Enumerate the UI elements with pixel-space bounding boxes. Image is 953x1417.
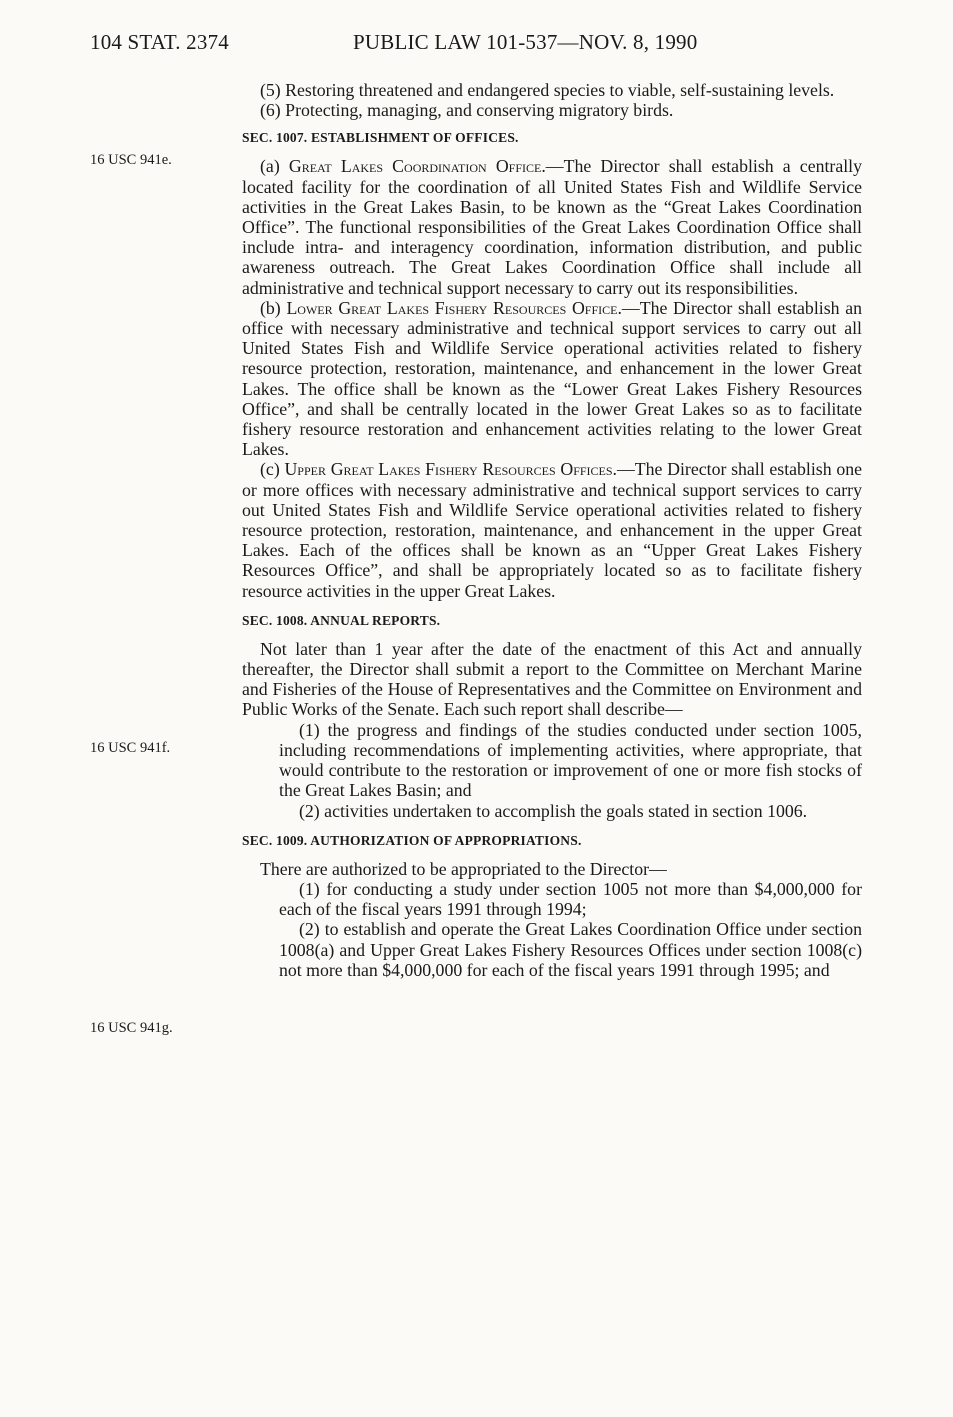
sec1008-item-2: (2) activities undertaken to accomplish the goals stated in section 1006. — [299, 800, 808, 821]
section-1009-heading: SEC. 1009. AUTHORIZATION OF APPROPRIATIONS. — [242, 832, 582, 848]
body-column — [242, 80, 862, 980]
margin-note-sec1008: 16 USC 941f. — [90, 740, 171, 756]
subsection-text: —The Director shall establish one or more offices with necessary administrative and technical support services to carry out United States Fish and Wildlife Service operational activities related to fishery resource protection, restoration, maintenance, and enhancement in the upper Great Lakes. Each of the offices shall be known as an “Upper Great Lakes Fishery Resources Office”, and shall be appropriately located so as to facilitate fishery resource activities in the upper Great Lakes. — [242, 459, 862, 601]
section-1007-heading: SEC. 1007. ESTABLISHMENT OF OFFICES. — [242, 130, 519, 146]
subsection-title: Great Lakes Coordination Office. — [288, 156, 546, 177]
subsection-marker: (a) — [260, 156, 289, 177]
subsection-title: Upper Great Lakes Fishery Resources Offices. — [284, 459, 617, 480]
sec1007-subsection-c — [242, 459, 862, 600]
sec1007-subsection-a — [242, 156, 862, 297]
intro-item-6: (6) Protecting, managing, and conserving migratory birds. — [260, 100, 674, 121]
statute-page-number: 104 STAT. 2374 — [90, 30, 229, 54]
sec1007-subsection-b — [242, 298, 862, 460]
running-header — [0, 30, 953, 62]
margin-note-sec1007: 16 USC 941e. — [90, 152, 172, 168]
section-1008-heading: SEC. 1008. ANNUAL REPORTS. — [242, 612, 441, 628]
public-law-title: PUBLIC LAW 101-537—NOV. 8, 1990 — [353, 30, 698, 54]
sec1008-item-1: (1) the progress and findings of the studies conducted under section 1005, including recommendations of implementing activities, where appropriate, that would contribute to the restoration or improvement of one or more fish stocks of the Great Lakes Basin; and — [279, 719, 862, 801]
subsection-marker: (c) — [260, 459, 285, 480]
subsection-text: —The Director shall establish a centrally located facility for the coordination of all United States Fish and Wildlife Service activities in the Great Lakes Basin, to be known as the “Great Lakes Coordination Office”. The functional responsibilities of the Great Lakes Coordination Office shall include intra- and interagency coordination, information distribution, and public awareness outreach. The Great Lakes Coordination Office shall include all administrative and technical support necessary to carry out its responsibilities. — [242, 156, 863, 298]
intro-item-5: (5) Restoring threatened and endangered species to viable, self-sustaining levels. — [260, 80, 835, 100]
subsection-marker: (b) — [260, 297, 287, 318]
subsection-title: Lower Great Lakes Fishery Resources Office. — [286, 297, 622, 318]
margin-note-sec1009: 16 USC 941g. — [90, 1020, 173, 1036]
sec1008-intro: Not later than 1 year after the date of the enactment of this Act and annually thereafter, the Director shall submit a report to the Committee on Merchant Marine and Fisheries of the House of Representatives and the Committee on Environment and Public Works of the Senate. Each such report shall describe— — [242, 638, 862, 720]
sec1009-item-2: (2) to establish and operate the Great Lakes Coordination Office under section 1008(a) and Upper Great Lakes Fishery Resources Offices under section 1008(c) not more than $4,000,000 for each of the fiscal years 1991 through 1995; and — [279, 919, 862, 980]
subsection-text: —The Director shall establish an office with necessary administrative and technical support services to carry out all United States Fish and Wildlife Service operational activities related to fishery resource protection, restoration, maintenance, and enhancement in the lower Great Lakes. The office shall be known as the “Lower Great Lakes Fishery Resources Office”, and shall be centrally located in the lower Great Lakes so as to facilitate fishery resource restoration and enhancement activities relating to the lower Great Lakes. — [242, 297, 862, 460]
sec1009-item-1: (1) for conducting a study under section 1005 not more than $4,000,000 for each of the fiscal years 1991 through 1994; — [279, 878, 862, 920]
sec1009-intro: There are authorized to be appropriated to the Director— — [260, 858, 667, 879]
